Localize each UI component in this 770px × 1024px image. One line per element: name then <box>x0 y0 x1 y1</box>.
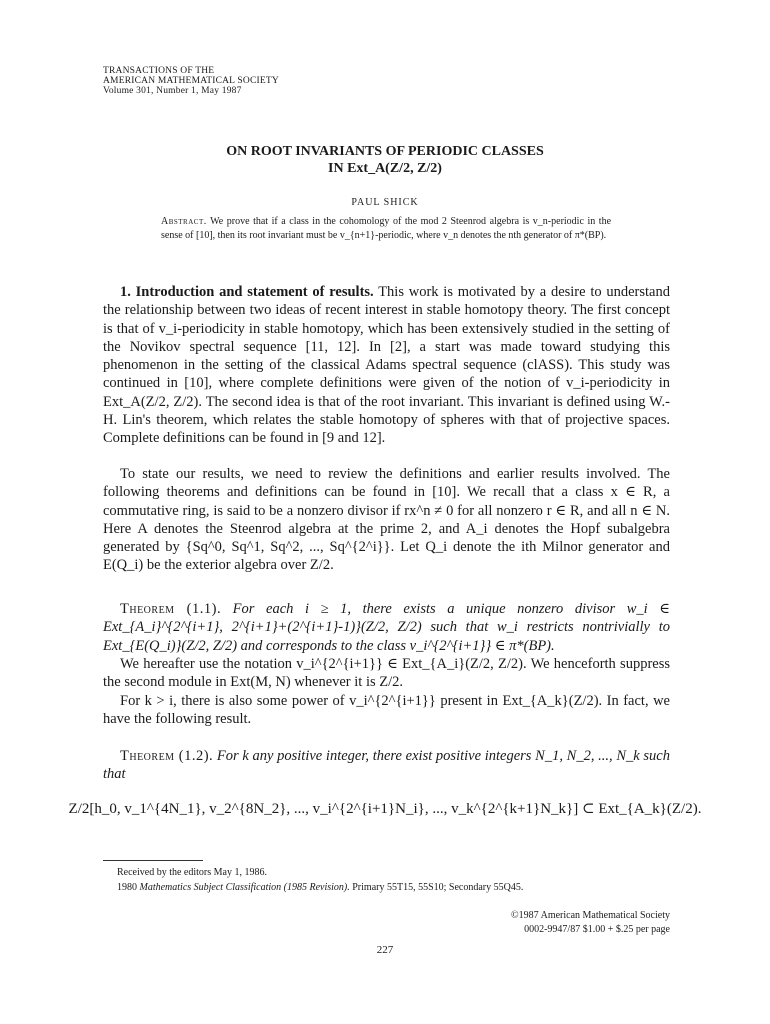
price-line: 0002-9947/87 $1.00 + $.25 per page <box>524 924 670 935</box>
footnote-classification <box>117 882 523 894</box>
theorem-1-2-text: For k any positive integer, there exist positive integers N_1, N_2, ..., N_k such that <box>103 748 670 783</box>
copyright-block <box>360 909 670 937</box>
theorem-1-1-label: Theorem (1.1). <box>120 601 222 617</box>
intro-paragraph-2: To state our results, we need to review the definitions and earlier results involved. The following theorems and definitions can be found in [10]. We recall that a class x ∈ R, a commutative ring, is said to be a nonzero divisor if rx^n ≠ 0 for all nonzero r ∈ R, and all n ∈ N. Here A denotes the Steenrod algebra at the prime 2, and A_i denotes the Hopf subalgebra generated by {Sq^0, Sq^1, Sq^2, ..., Sq^{2^i}}. Let Q_i denote the ith Milnor generator and E(Q_i) be the exterior algebra over Z/2. <box>103 466 670 574</box>
author-name: PAUL SHICK <box>351 197 419 208</box>
classification-revision: (1985 Revision). <box>283 882 350 893</box>
intro-paragraph-1 <box>103 283 670 448</box>
classification-label: Mathematics Subject Classification <box>139 882 282 893</box>
footnote-received: Received by the editors May 1, 1986. <box>117 867 267 878</box>
paper-title-line1: ON ROOT INVARIANTS OF PERIODIC CLASSES <box>226 144 544 159</box>
classification-codes: Primary 55T15, 55S10; Secondary 55Q45. <box>352 882 524 893</box>
journal-volume-line: Volume 301, Number 1, May 1987 <box>103 86 242 96</box>
journal-header <box>103 66 279 96</box>
classification-year: 1980 <box>117 882 137 893</box>
theorem-1-2 <box>103 747 670 784</box>
theorem-1-1-text: For each i ≥ 1, there exists a unique nonzero divisor w_i ∈ Ext_{A_i}^{2^{i+1}, 2^{i+1}+(2^{i+1}-1)}(Z/2, Z/2) such that w_i restricts nontrivially to Ext_{E(Q_i)}(Z/2, Z/2) and corresponds to the class v_i^{2^{i+1}} ∈ π*(BP). <box>103 601 671 654</box>
theorem-1-2-label: Theorem (1.2). <box>120 748 214 764</box>
intro-paragraph-1-text: This work is motivated by a desire to understand the relationship between two ideas of recent interest in stable homotopy theory. The first concept is that of v_i-periodicity in stable homotopy, which has been extensively studied in the setting of the Novikov spectral sequence [11, 12]. In [2], a start was made toward studying this phenomenon in the setting of the classical Adams spectral sequence (clASS). This study was continued in [10], where complete definitions were given of the notion of v_i-periodicity in Ext_A(Z/2, Z/2). The second idea is that of the root invariant. This invariant is defined using W.-H. Lin's theorem, which relates the stable homotopy of spheres with that of projective spaces. Complete definitions can be found in [9 and 12]. <box>103 284 670 447</box>
paragraph-notation: We hereafter use the notation v_i^{2^{i+1}} ∈ Ext_{A_i}(Z/2, Z/2). We henceforth suppress the second module in Ext(M, N) whenever it is Z/2. <box>103 656 670 691</box>
journal-name-line1: TRANSACTIONS OF THE <box>103 66 215 76</box>
section-heading: 1. Introduction and statement of results. <box>120 284 374 300</box>
abstract-text: We prove that if a class in the cohomology of the mod 2 Steenrod algebra is v_n-periodic in the sense of [10], then its root invariant must be v_{n+1}-periodic, where v_n denotes the nth generator of π*(BP). <box>161 216 612 241</box>
abstract <box>161 215 611 242</box>
paragraph-powers: For k > i, there is also some power of v_i^{2^{i+1}} present in Ext_{A_k}(Z/2). In fact, we have the following result. <box>103 693 670 728</box>
theorem-1-2-display-formula: Z/2[h_0, v_1^{4N_1}, v_2^{8N_2}, ..., v_i^{2^{i+1}N_i}, ..., v_k^{2^{k+1}N_k}] ⊂ Ext_{A_k}(Z/2). <box>68 801 702 817</box>
page-number: 227 <box>376 944 394 956</box>
journal-name-line2: AMERICAN MATHEMATICAL SOCIETY <box>103 76 279 86</box>
theorem-1-1 <box>103 600 670 655</box>
copyright-line: ©1987 American Mathematical Society <box>511 910 670 921</box>
footnote-divider <box>103 860 203 861</box>
paper-title-line2: IN Ext_A(Z/2, Z/2) <box>328 161 442 176</box>
abstract-label: Abstract. <box>161 216 207 227</box>
